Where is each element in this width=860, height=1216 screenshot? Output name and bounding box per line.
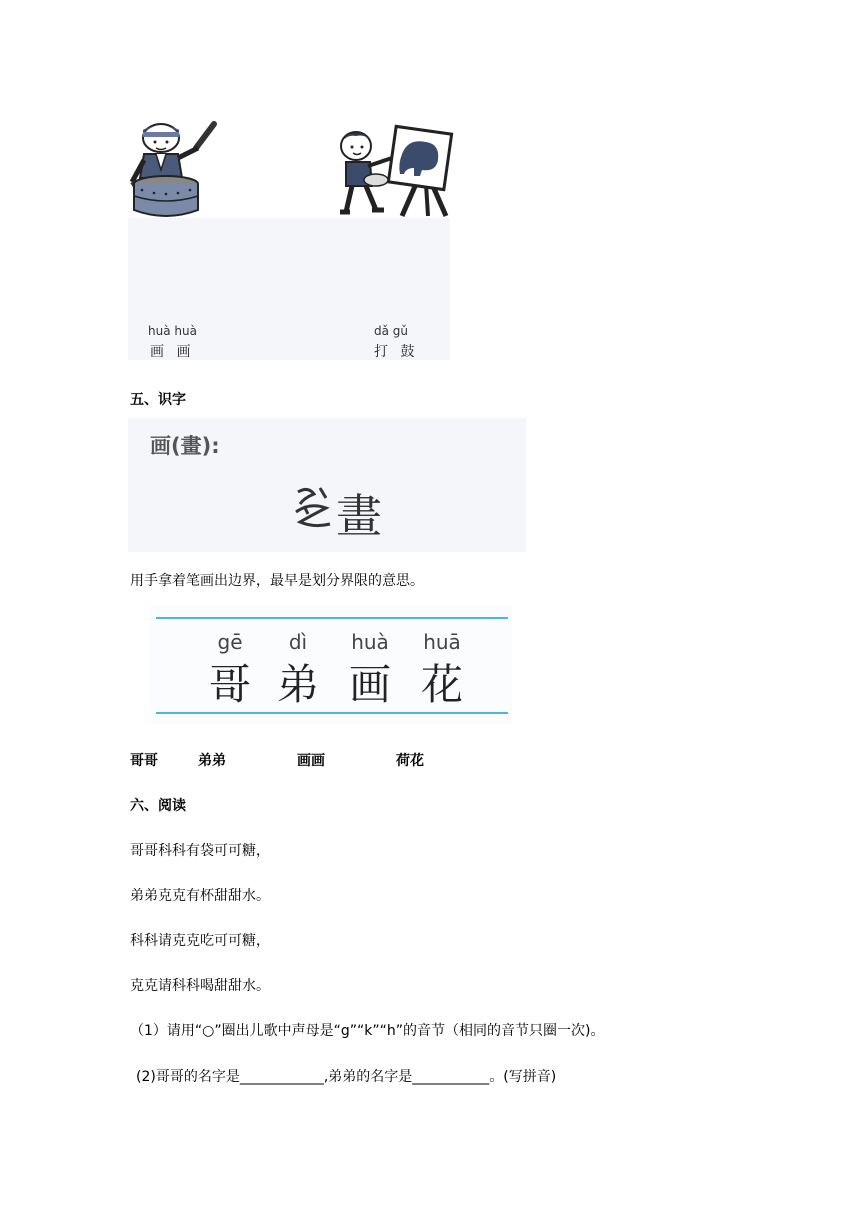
pinyin-di: dì xyxy=(288,630,308,654)
pinyin-hua4: huà xyxy=(351,630,389,654)
right-caption-pinyin: dǎ gǔ xyxy=(374,324,409,338)
card-bottom-line xyxy=(156,712,508,714)
left-caption-hanzi: 画 画 xyxy=(150,344,195,360)
card-top-line xyxy=(156,617,508,619)
word-hehua: 荷花 xyxy=(396,753,424,769)
drummer-boy-illustration xyxy=(126,118,226,228)
poem-line-4: 克克请科科喝甜甜水。 xyxy=(130,978,270,994)
etymology-label: 画(畫): xyxy=(150,434,220,458)
right-caption-hanzi: 打 鼓 xyxy=(374,344,419,360)
ancient-character-seal: 畫 xyxy=(336,489,382,543)
question-1: （1）请用“○”圈出儿歌中声母是“g”“k”“h”的音节（相同的音节只圈一次)。 xyxy=(130,1023,605,1039)
left-caption-pinyin: huà huà xyxy=(148,324,197,338)
hanzi-hua4: 画 xyxy=(348,660,391,709)
character-item-ge xyxy=(200,630,260,712)
word-gege: 哥哥 xyxy=(130,753,158,769)
hanzi-ge: 哥 xyxy=(208,660,251,709)
section6-title: 六、阅读 xyxy=(130,798,186,814)
poem-line-1: 哥哥科科有袋可可糖， xyxy=(130,843,270,859)
character-item-di xyxy=(268,630,328,712)
ancient-character-glyph xyxy=(290,484,336,532)
poem-line-2: 弟弟克克有杯甜甜水。 xyxy=(130,888,270,904)
painting-boy-illustration xyxy=(336,124,454,220)
question-2: (2)哥哥的名字是____________,弟弟的名字是___________。(写拼音) xyxy=(136,1069,557,1085)
character-item-hua1 xyxy=(412,630,472,712)
character-item-hua4 xyxy=(340,630,400,712)
hanzi-hua1: 花 xyxy=(420,660,463,709)
hanzi-di: 弟 xyxy=(276,660,319,709)
word-huahua: 画画 xyxy=(297,753,325,769)
pinyin-hua1: huā xyxy=(423,630,461,654)
pinyin-ge: gē xyxy=(217,630,243,654)
section5-title: 五、识字 xyxy=(130,392,186,408)
word-didi: 弟弟 xyxy=(198,753,226,769)
picture-panel xyxy=(128,218,450,360)
etymology-description: 用手拿着笔画出边界，最早是划分界限的意思。 xyxy=(130,573,424,589)
poem-line-3: 科科请克克吃可可糖， xyxy=(130,933,270,949)
